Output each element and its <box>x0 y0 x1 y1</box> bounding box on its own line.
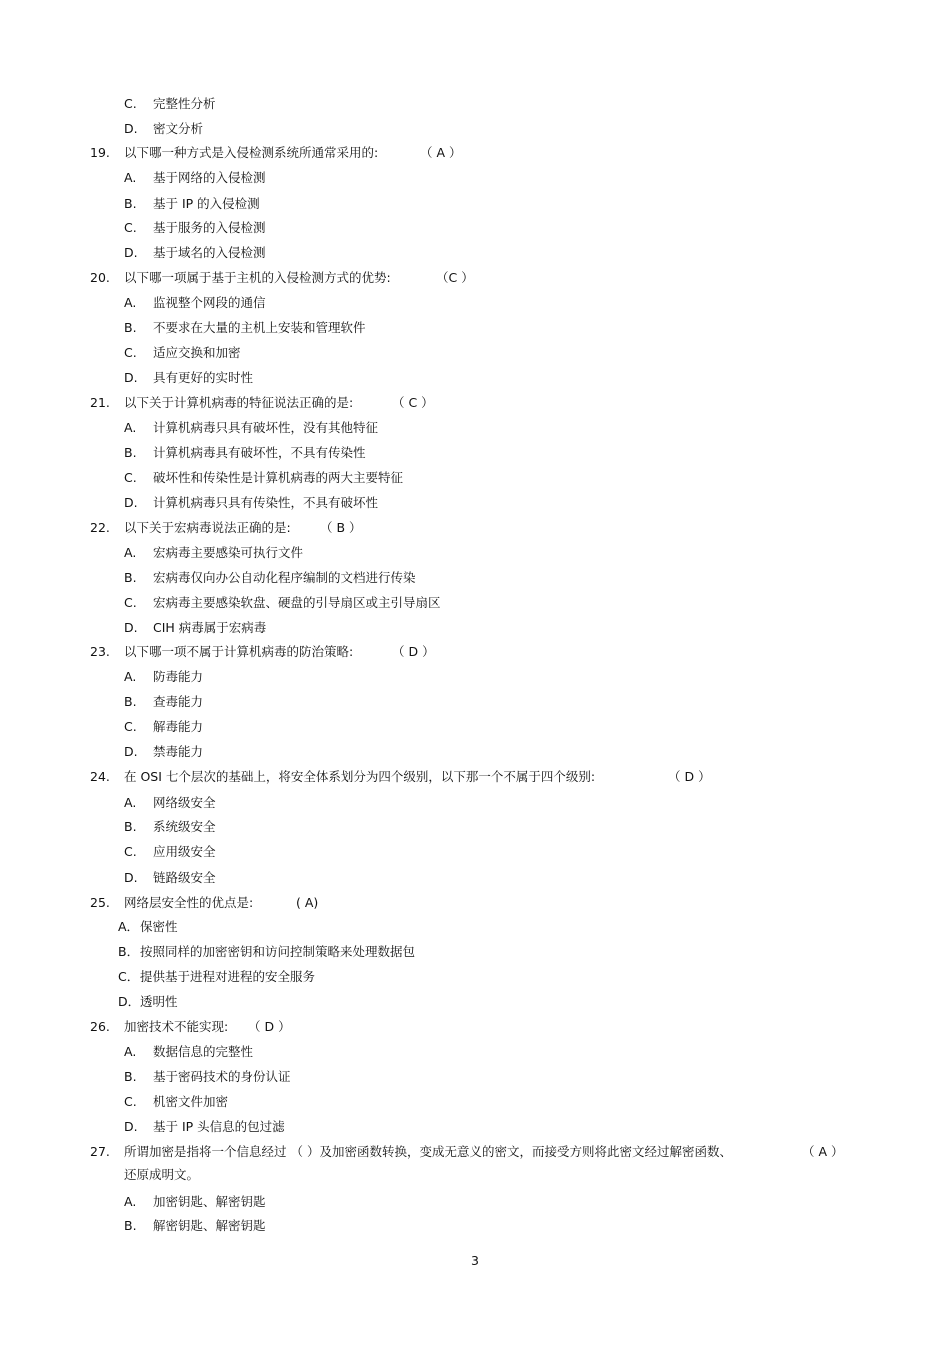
option-letter: C. <box>124 220 137 235</box>
option-letter: B. <box>124 819 137 834</box>
option-text: 完整性分析 <box>153 96 216 111</box>
option-text: 透明性 <box>140 994 178 1009</box>
option-letter: C. <box>124 1094 137 1109</box>
question-stem: 所谓加密是指将一个信息经过 （ ）及加密函数转换，变成无意义的密文，而接受方则将此密文经过解密函数、 <box>124 1144 732 1159</box>
option-letter: C. <box>124 470 137 485</box>
option-text: 监视整个网段的通信 <box>153 295 266 310</box>
option-letter: A. <box>124 1194 137 1209</box>
answer-bracket: （ C ） <box>392 395 434 410</box>
option-text: 查毒能力 <box>153 694 204 709</box>
option-text: 宏病毒主要感染软盘、硬盘的引导扇区或主引导扇区 <box>153 595 441 610</box>
option-letter: A. <box>124 669 137 684</box>
option-letter: D. <box>124 121 138 136</box>
option-text: 基于服务的入侵检测 <box>153 220 266 235</box>
option-text: 计算机病毒只具有破坏性，没有其他特征 <box>153 420 379 435</box>
answer-bracket: （ D ） <box>248 1019 291 1034</box>
option-text: 宏病毒仅向办公自动化程序编制的文档进行传染 <box>153 570 416 585</box>
answer-bracket: （ D ） <box>668 769 711 784</box>
question-number: 27. <box>90 1144 110 1159</box>
question-number: 26. <box>90 1019 110 1034</box>
option-letter: A. <box>124 420 137 435</box>
option-letter: C. <box>124 96 137 111</box>
option-letter: A． <box>118 919 140 934</box>
option-letter: B. <box>124 1218 137 1233</box>
option-letter: B. <box>124 196 137 211</box>
option-letter: D. <box>124 620 138 635</box>
option-letter: D. <box>124 245 138 260</box>
question-number: 23. <box>90 644 110 659</box>
question-number: 20. <box>90 270 110 285</box>
option-text: 解密钥匙、解密钥匙 <box>153 1218 266 1233</box>
answer-bracket: （ D ） <box>392 644 435 659</box>
option-letter: D. <box>124 870 138 885</box>
option-text: 基于 IP 头信息的包过滤 <box>153 1119 285 1134</box>
option-text: 不要求在大量的主机上安装和管理软件 <box>153 320 366 335</box>
option-text: 机密文件加密 <box>153 1094 229 1109</box>
option-letter: B. <box>124 570 137 585</box>
question-stem: 以下关于宏病毒说法正确的是: <box>124 520 291 535</box>
question-stem: 以下哪一项不属于计算机病毒的防治策略: <box>124 644 354 659</box>
option-letter: B. <box>124 1069 137 1084</box>
question-stem: 在 OSI 七个层次的基础上，将安全体系划分为四个级别，以下那一个不属于四个级别: <box>124 769 596 784</box>
option-text: 禁毒能力 <box>153 744 204 759</box>
option-letter: A. <box>124 1044 137 1059</box>
question-stem: 以下关于计算机病毒的特征说法正确的是: <box>124 395 354 410</box>
option-text: 宏病毒主要感染可执行文件 <box>153 545 304 560</box>
question-stem: 网络层安全性的优点是: <box>124 895 254 910</box>
option-text: 系统级安全 <box>153 819 216 834</box>
question-number: 24. <box>90 769 110 784</box>
option-letter: C． <box>118 969 140 984</box>
option-letter: C. <box>124 719 137 734</box>
answer-bracket: ( A) <box>296 895 319 910</box>
option-text: 按照同样的加密密钥和访问控制策略来处理数据包 <box>140 944 416 959</box>
option-letter: B. <box>124 694 137 709</box>
option-text: CIH 病毒属于宏病毒 <box>153 620 267 635</box>
answer-bracket: （ B ） <box>320 520 362 535</box>
answer-bracket: （ A ） <box>802 1144 844 1159</box>
answer-bracket: （ A ） <box>420 145 462 160</box>
option-text: 加密钥匙、解密钥匙 <box>153 1194 266 1209</box>
option-letter: D． <box>118 994 141 1009</box>
option-letter: D. <box>124 1119 138 1134</box>
option-text: 密文分析 <box>153 121 204 136</box>
option-text: 防毒能力 <box>153 669 204 684</box>
option-text: 应用级安全 <box>153 844 216 859</box>
option-letter: A. <box>124 170 137 185</box>
option-text: 保密性 <box>140 919 178 934</box>
option-text: 适应交换和加密 <box>153 345 241 360</box>
option-text: 计算机病毒只具有传染性，不具有破坏性 <box>153 495 379 510</box>
option-text: 数据信息的完整性 <box>153 1044 254 1059</box>
question-stem: 加密技术不能实现: <box>124 1019 229 1034</box>
question-stem: 以下哪一种方式是入侵检测系统所通常采用的: <box>124 145 379 160</box>
option-text: 基于域名的入侵检测 <box>153 245 266 260</box>
option-letter: D. <box>124 744 138 759</box>
option-text: 基于密码技术的身份认证 <box>153 1069 291 1084</box>
question-number: 19. <box>90 145 110 160</box>
answer-bracket: （C ） <box>436 270 474 285</box>
option-letter: D. <box>124 370 138 385</box>
question-stem: 以下哪一项属于基于主机的入侵检测方式的优势: <box>124 270 391 285</box>
option-text: 网络级安全 <box>153 795 216 810</box>
question-stem-continued: 还原成明文。 <box>124 1167 200 1182</box>
question-number: 25. <box>90 895 110 910</box>
question-number: 22. <box>90 520 110 535</box>
option-letter: D. <box>124 495 138 510</box>
option-text: 链路级安全 <box>153 870 216 885</box>
option-text: 基于网络的入侵检测 <box>153 170 266 185</box>
option-letter: C. <box>124 595 137 610</box>
option-text: 具有更好的实时性 <box>153 370 254 385</box>
option-text: 解毒能力 <box>153 719 204 734</box>
option-text: 破坏性和传染性是计算机病毒的两大主要特征 <box>153 470 404 485</box>
option-letter: B. <box>124 320 137 335</box>
option-text: 提供基于进程对进程的安全服务 <box>140 969 316 984</box>
question-number: 21. <box>90 395 110 410</box>
option-letter: A. <box>124 795 137 810</box>
option-letter: A. <box>124 545 137 560</box>
option-letter: C. <box>124 345 137 360</box>
page-number: 3 <box>471 1253 479 1268</box>
option-text: 计算机病毒具有破坏性，不具有传染性 <box>153 445 366 460</box>
option-letter: C. <box>124 844 137 859</box>
option-letter: A. <box>124 295 137 310</box>
option-letter: B． <box>118 944 140 959</box>
option-letter: B. <box>124 445 137 460</box>
option-text: 基于 IP 的入侵检测 <box>153 196 260 211</box>
